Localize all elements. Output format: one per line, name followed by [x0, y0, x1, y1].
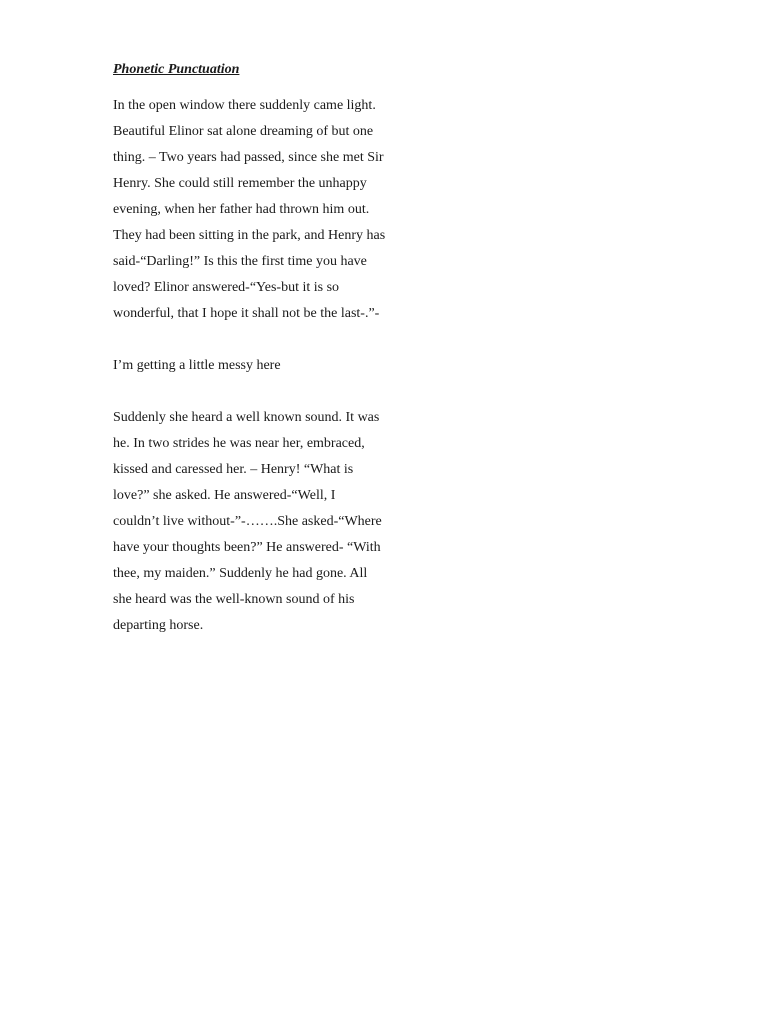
- text-line: loved? Elinor answered-“Yes-but it is so: [113, 280, 340, 295]
- text-line: couldn’t live without-”-…….She asked-“Where: [113, 514, 382, 529]
- document-title: Phonetic Punctuation: [113, 62, 240, 77]
- text-line: he. In two strides he was near her, embraced,: [113, 436, 365, 451]
- aside-note: [113, 353, 281, 379]
- text-line: Suddenly she heard a well known sound. It was: [113, 410, 380, 425]
- text-line: They had been sitting in the park, and Henry has: [113, 228, 386, 243]
- text-line: thee, my maiden.” Suddenly he had gone. All: [113, 566, 368, 581]
- text-line: thing. – Two years had passed, since she met Sir: [113, 150, 384, 165]
- text-line: evening, when her father had thrown him out.: [113, 202, 370, 217]
- text-line: kissed and caressed her. – Henry! “What is: [113, 462, 354, 477]
- text-line: Beautiful Elinor sat alone dreaming of but one: [113, 124, 374, 139]
- note-line: I’m getting a little messy here: [113, 358, 281, 373]
- text-line: Henry. She could still remember the unhappy: [113, 176, 367, 191]
- text-line: said-“Darling!” Is this the first time you have: [113, 254, 367, 269]
- text-line: wonderful, that I hope it shall not be the last-.”-: [113, 306, 380, 321]
- paragraph-2: [113, 405, 382, 639]
- text-line: love?” she asked. He answered-“Well, I: [113, 488, 336, 503]
- paragraph-1: [113, 93, 385, 327]
- text-line: have your thoughts been?” He answered- “With: [113, 540, 381, 555]
- text-line: In the open window there suddenly came light.: [113, 98, 376, 113]
- text-line: departing horse.: [113, 618, 204, 633]
- text-line: she heard was the well-known sound of his: [113, 592, 355, 607]
